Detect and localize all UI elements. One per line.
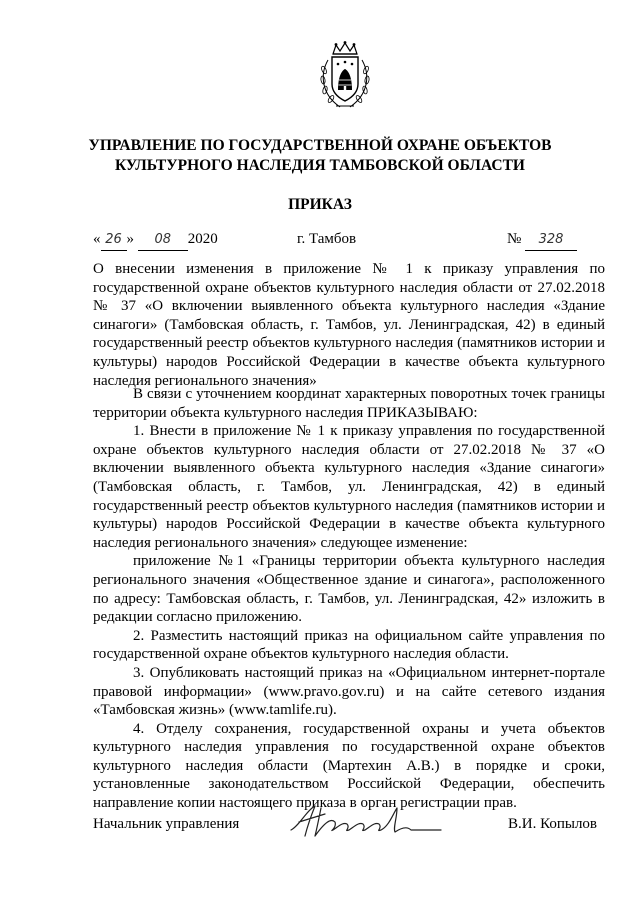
signature-icon	[285, 800, 445, 842]
signatory-position: Начальник управления	[93, 816, 240, 832]
order-city: г. Тамбов	[297, 231, 357, 247]
order-number	[507, 229, 577, 251]
signatory-name: В.И. Копылов	[508, 816, 598, 832]
item-1-sub-paragraph: приложение №1 «Границы территории объекта культурного наследия регионального значения «Общественное здание и синагога», расположенного по адресу: Тамбовская область, г. Тамбов, ул. Ленинградская, 42» изложить в редакции согласно приложению.	[93, 553, 605, 626]
order-day: 26	[105, 232, 122, 247]
item-3-paragraph: 3. Опубликовать настоящий приказ на «Официальном интернет-портале правовой информации» (www.pravo.gov.ru) и на сайте сетевого издания «Тамбовская жизнь» (www.tamlife.ru).	[93, 664, 605, 719]
item-2-paragraph: 2. Разместить настоящий приказ на официальном сайте управления по государственной охране объектов культурного наследия области.	[93, 627, 605, 663]
order-year: 2020	[187, 231, 218, 247]
order-body	[93, 385, 605, 813]
organization-name: УПРАВЛЕНИЕ ПО ГОСУДАРСТВЕННОЙ ОХРАНЕ ОБЪЕКТОВ КУЛЬТУРНОГО НАСЛЕДИЯ ТАМБОВСКОЙ ОБЛАСТИ	[88, 137, 552, 174]
order-number-value: 328	[538, 232, 564, 247]
order-subject: О внесении изменения в приложение № 1 к приказу управления по государственной охране объектов культурного наследия области от 27.02.2018 № 37 «О включении выявленного объекта культурного наследия «Здание синагоги» (Тамбовская область, г. Тамбов, ул. Ленинградская, 42) в единый государственный реестр объектов культурного наследия (памятников истории и культуры) народов Российской Федерации в качестве объекта культурного наследия регионального значения»	[93, 261, 605, 389]
order-date	[93, 229, 218, 251]
preamble-paragraph: В связи с уточнением координат характерных поворотных точек границы территории объекта культурного наследия ПРИКАЗЫВАЮ:	[93, 386, 605, 421]
order-month: 08	[154, 232, 172, 247]
item-1-paragraph: 1. Внести в приложение № 1 к приказу управления по государственной охране объектов культурного наследия области от 27.02.2018 № 37 «О включении выявленного объекта культурного наследия «Здание синагоги» (Тамбовская область, г. Тамбов, ул. Ленинградская, 42) в единый государственный реестр объектов культурного наследия (памятников истории и культуры) народов Российской Федерации в качестве объекта культурного наследия регионального значения» следующее изменение:	[93, 423, 605, 551]
number-sign: №	[507, 231, 522, 247]
quote-close: »	[126, 231, 134, 247]
document-type-title: ПРИКАЗ	[288, 196, 352, 213]
quote-open: «	[93, 231, 101, 247]
item-4-paragraph: 4. Отделу сохранения, государственной охраны и учета объектов культурного наследия управления по государственной охране объектов культурного наследия области (Мартехин А.В.) в порядке и сроки, установленные законодательством Российской Федерации, обеспечить направление копии настоящего приказа в орган регистрации прав.	[93, 720, 605, 812]
coat-of-arms-icon	[316, 40, 374, 112]
